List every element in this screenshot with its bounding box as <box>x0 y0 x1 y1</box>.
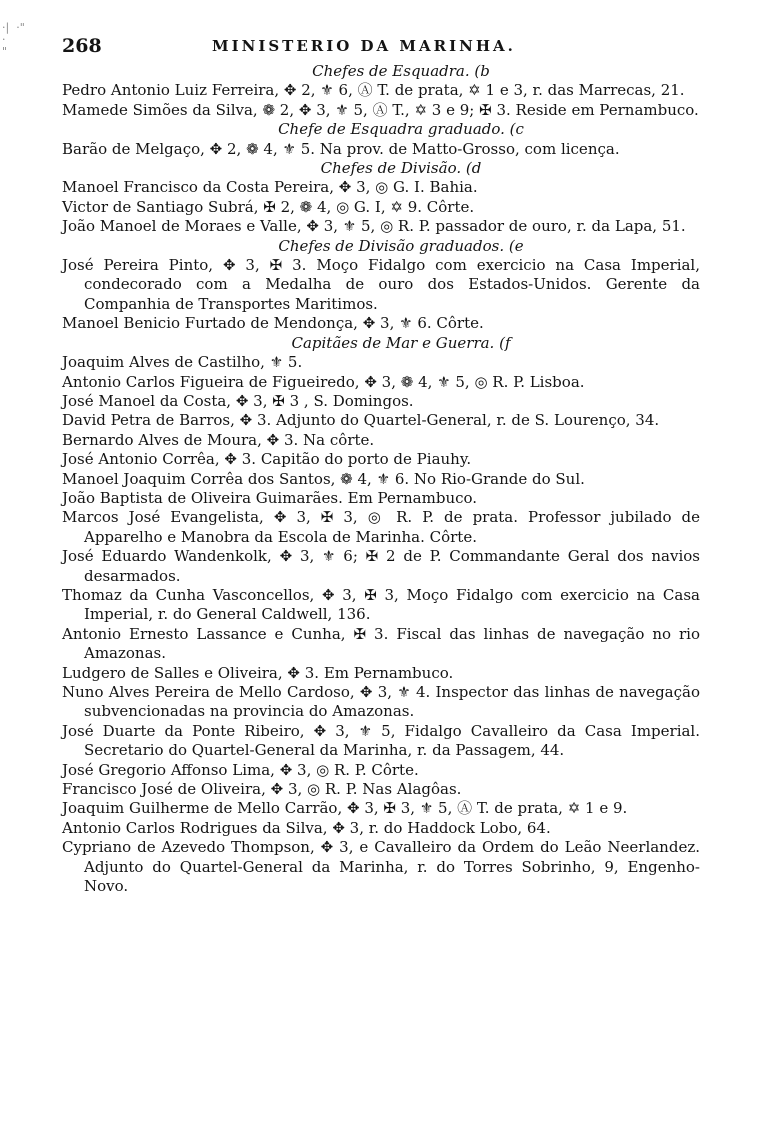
officer-entry: Victor de Santiago Subrá, ✠ 2, ❁ 4, ◎ G. I, ✡ 9. Côrte. <box>62 197 475 216</box>
officer-entry: Nuno Alves Pereira de Mello Cardoso, ✥ 3, ⚜ 4. Inspector das linhas de navegação subvencionadas na provincia do Amazonas. <box>62 683 700 721</box>
officer-entry: José Manoel da Costa, ✥ 3, ✠ 3 , S. Domingos. <box>62 391 414 410</box>
page-header <box>62 35 702 59</box>
section-heading: Capitães de Mar e Guerra. (f <box>291 333 511 352</box>
officer-entry: Antonio Carlos Figueira de Figueiredo, ✥ 3, ❁ 4, ⚜ 5, ◎ R. P. Lisboa. <box>62 372 585 391</box>
officer-entry: Antonio Ernesto Lassance e Cunha, ✠ 3. Fiscal das linhas de navegação no rio Amazonas. <box>62 624 700 663</box>
officer-entry: Manoel Francisco da Costa Pereira, ✥ 3, ◎ G. I. Bahia. <box>62 178 478 197</box>
officer-entry: Mamede Simões da Silva, ❁ 2, ✥ 3, ⚜ 5, Ⓐ T., ✡ 3 e 9; ✠ 3. Reside em Pernambuco. <box>62 100 699 119</box>
officer-entry: José Duarte da Ponte Ribeiro, ✥ 3, ⚜ 5, Fidalgo Cavalleiro da Casa Imperial. Secretario do Quartel-General da Marinha, r. da Passagem, 44. <box>62 721 700 760</box>
officer-entry: David Petra de Barros, ✥ 3. Adjunto do Quartel-General, r. de S. Lourenço, 34. <box>62 411 660 430</box>
officer-entry: Bernardo Alves de Moura, ✥ 3. Na côrte. <box>62 430 375 449</box>
section-heading: Chefes de Esquadra. (b <box>312 62 490 80</box>
officer-entry: Francisco José de Oliveira, ✥ 3, ◎ R. P. Nas Alagôas. <box>62 780 462 799</box>
document-body <box>62 62 700 896</box>
officer-entry: José Pereira Pinto, ✥ 3, ✠ 3. Moço Fidalgo com exercicio na Casa Imperial, condecorado com a Medalha de ouro dos Estados-Unidos. Gerente da Companhia de Transportes Maritimos. <box>62 256 700 313</box>
officer-entry: Marcos José Evangelista, ✥ 3, ✠ 3, ◎ R. P. de prata. Professor jubilado de Apparelho e Manobra da Escola de Marinha. Côrte. <box>62 508 700 546</box>
officer-entry: Joaquim Alves de Castilho, ⚜ 5. <box>62 353 303 372</box>
officer-entry: João Manoel de Moraes e Valle, ✥ 3, ⚜ 5, ◎ R. P. passador de ouro, r. da Lapa, 51. <box>62 217 686 236</box>
officer-entry: Manoel Benicio Furtado de Mendonça, ✥ 3, ⚜ 6. Côrte. <box>62 314 484 333</box>
officer-entry: João Baptista de Oliveira Guimarães. Em Pernambuco. <box>62 488 478 507</box>
section-heading: Chefes de Divisão. (d <box>320 159 482 178</box>
section-heading: Chefes de Divisão graduados. (e <box>278 236 524 255</box>
margin-marks: ·| ·" · " <box>2 21 25 58</box>
page-number: 268 <box>62 35 102 57</box>
officer-entry: José Gregorio Affonso Lima, ✥ 3, ◎ R. P. Côrte. <box>62 760 419 779</box>
officer-entry: José Eduardo Wandenkolk, ✥ 3, ⚜ 6; ✠ 2 de P. Commandante Geral dos navios desarmados. <box>62 547 700 585</box>
officer-entry: Cypriano de Azevedo Thompson, ✥ 3, e Cavalleiro da Ordem do Leão Neerlandez. Adjunto do Quartel-General da Marinha, r. do Torres Sobrinho, 9, Engenho-Novo. <box>62 838 700 896</box>
section-heading: Chefe de Esquadra graduado. (c <box>278 120 524 139</box>
officer-entry: Antonio Carlos Rodrigues da Silva, ✥ 3, r. do Haddock Lobo, 64. <box>62 818 551 837</box>
officer-entry: Manoel Joaquim Corrêa dos Santos, ❁ 4, ⚜ 6. No Rio-Grande do Sul. <box>62 469 585 488</box>
officer-entry: Thomaz da Cunha Vasconcellos, ✥ 3, ✠ 3, Moço Fidalgo com exercicio na Casa Imperial, r. do General Caldwell, 136. <box>62 585 700 624</box>
officer-entry: Barão de Melgaço, ✥ 2, ❁ 4, ⚜ 5. Na prov. de Matto-Grosso, com licença. <box>62 139 620 158</box>
officer-entry: Ludgero de Salles e Oliveira, ✥ 3. Em Pernambuco. <box>62 663 454 682</box>
officer-entry: José Antonio Corrêa, ✥ 3. Capitão do porto de Piauhy. <box>62 450 472 469</box>
officer-entry: Joaquim Guilherme de Mello Carrão, ✥ 3, ✠ 3, ⚜ 5, Ⓐ T. de prata, ✡ 1 e 9. <box>62 799 628 818</box>
running-title: MINISTERIO DA MARINHA. <box>212 37 516 55</box>
officer-entry: Pedro Antonio Luiz Ferreira, ✥ 2, ⚜ 6, Ⓐ T. de prata, ✡ 1 e 3, r. das Marrecas, 21. <box>62 81 685 100</box>
